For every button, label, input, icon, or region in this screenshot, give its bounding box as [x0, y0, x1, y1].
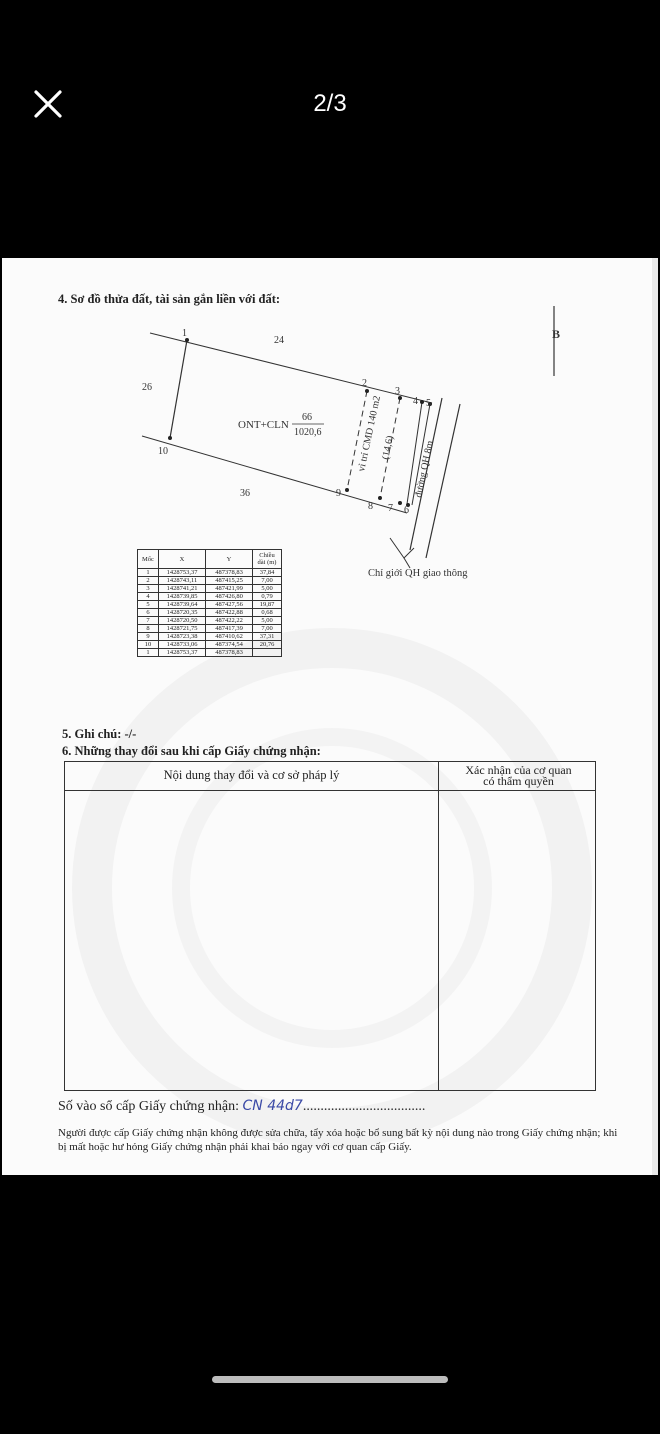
coord-cell: 1428739,85: [159, 593, 206, 601]
coordinate-table: [137, 549, 282, 657]
coord-header-length: Chiều dài (m): [253, 550, 282, 569]
neighbor-label-bottom: 36: [240, 488, 250, 499]
warning-text: Người được cấp Giấy chứng nhận không được sửa chữa, tẩy xóa hoặc bổ sung bất kỳ nội dung nào trong Giấy chứng nhận; khi bị mất hoặc hư hỏng Giấy chứng nhận phải khai báo ngay với cơ quan cấp Giấy.: [58, 1127, 618, 1153]
point-label-1: 1: [182, 328, 187, 339]
coord-row: [138, 617, 282, 625]
point-label-4: 4: [413, 396, 418, 407]
coord-cell: 487427,56: [206, 601, 253, 609]
registry-number: CN 44d7: [242, 1098, 303, 1114]
coord-header-y: Y: [206, 550, 253, 569]
coord-length-cell: 19,87: [253, 601, 282, 609]
coord-length-cell: 0,68: [253, 609, 282, 617]
coord-cell: 1428733,06: [159, 641, 206, 649]
coord-length-cell: 5,00: [253, 617, 282, 625]
section-5-note: 5. Ghi chú: -/-: [62, 727, 137, 741]
coord-row: [138, 641, 282, 649]
coord-cell: 1428720,50: [159, 617, 206, 625]
parcel-number: 66: [302, 412, 312, 423]
point-label-7: 7: [388, 503, 393, 514]
authority-header-line1: Xác nhận của cơ quan: [465, 763, 572, 777]
coord-cell: 487378,83: [206, 649, 253, 657]
coord-row: [138, 593, 282, 601]
coord-cell: 7: [138, 617, 159, 625]
strip-label: vỉ trí CMD 140 m2: [356, 394, 383, 473]
viewer-top-bar: [0, 0, 660, 210]
point-label-6: 6: [404, 505, 409, 516]
coord-cell: 1428739,64: [159, 601, 206, 609]
point-label-9: 9: [336, 488, 341, 499]
authority-header-line2: có thẩm quyền: [483, 774, 554, 788]
road-label: đường QH 8m: [413, 439, 436, 499]
document-page: [2, 258, 652, 1175]
road-boundary-label: Chỉ giới QH giao thông: [368, 568, 468, 579]
coord-cell: 4: [138, 593, 159, 601]
coord-cell: 487417,39: [206, 625, 253, 633]
coord-header-x: X: [159, 550, 206, 569]
coord-cell: 1428753,37: [159, 569, 206, 577]
coord-length-cell: 7,00: [253, 577, 282, 585]
coord-cell: 487415,25: [206, 577, 253, 585]
point-label-8: 8: [368, 501, 373, 512]
coord-cell: 2: [138, 577, 159, 585]
section-4-title: 4. Sơ đồ thửa đất, tài sản gắn liền với đất:: [58, 292, 281, 306]
changes-header-authority: [440, 765, 597, 787]
coord-cell: 3: [138, 585, 159, 593]
coord-row: [138, 601, 282, 609]
coord-cell: 8: [138, 625, 159, 633]
coord-cell: 1428743,11: [159, 577, 206, 585]
coord-row: [138, 625, 282, 633]
page-counter: 2/3: [313, 90, 347, 117]
coord-cell: 1428723,38: [159, 633, 206, 641]
coord-cell: 1: [138, 569, 159, 577]
coord-row: [138, 633, 282, 641]
coord-length-cell: [253, 649, 282, 657]
land-use-code: ONT+CLN: [238, 419, 289, 431]
coord-length-cell: 20,76: [253, 641, 282, 649]
coord-row: [138, 609, 282, 617]
parcel-area: 1020,6: [294, 427, 322, 438]
neighbor-label-left: 26: [142, 382, 152, 393]
coord-length-cell: 37,84: [253, 569, 282, 577]
registry-label: Số vào sổ cấp Giấy chứng nhận:: [58, 1099, 239, 1114]
changes-table: [64, 761, 596, 1091]
point-label-10: 10: [158, 446, 168, 457]
registry-line: [58, 1098, 425, 1115]
coord-row: [138, 649, 282, 657]
coord-length-cell: 37,31: [253, 633, 282, 641]
coord-cell: 487378,83: [206, 569, 253, 577]
coord-cell: 487426,80: [206, 593, 253, 601]
coord-length-cell: 7,00: [253, 625, 282, 633]
coord-cell: 487421,99: [206, 585, 253, 593]
registry-dots: ...................................: [302, 1099, 426, 1114]
north-arrow-label: B: [552, 327, 561, 341]
changes-header-content: Nội dung thay đổi và cơ sở pháp lý: [163, 768, 340, 782]
coord-row: [138, 569, 282, 577]
coord-row: [138, 585, 282, 593]
coord-cell: 1: [138, 649, 159, 657]
point-label-5: 5: [426, 398, 431, 409]
coord-cell: 9: [138, 633, 159, 641]
coord-row: [138, 577, 282, 585]
coord-cell: 5: [138, 601, 159, 609]
coord-cell: 1428753,37: [159, 649, 206, 657]
coord-cell: 1428721,75: [159, 625, 206, 633]
coord-cell: 487422,22: [206, 617, 253, 625]
neighbor-label-top: 24: [274, 335, 284, 346]
section-6-title: 6. Những thay đổi sau khi cấp Giấy chứng nhận:: [62, 744, 321, 758]
coord-length-cell: 5,00: [253, 585, 282, 593]
point-label-3: 3: [395, 386, 400, 397]
coord-cell: 1428720,35: [159, 609, 206, 617]
coord-header-moc: Mốc: [138, 550, 159, 569]
coord-cell: 487374,54: [206, 641, 253, 649]
strip-area-label: (14,6): [380, 434, 396, 461]
parcel-sketch: [2, 258, 652, 588]
home-indicator[interactable]: [212, 1376, 448, 1383]
coord-cell: 6: [138, 609, 159, 617]
document-edge: [652, 258, 658, 1175]
point-label-2: 2: [362, 378, 367, 389]
coord-cell: 10: [138, 641, 159, 649]
coord-cell: 487410,62: [206, 633, 253, 641]
coord-length-cell: 0,79: [253, 593, 282, 601]
coord-cell: 1428741,21: [159, 585, 206, 593]
coord-cell: 487422,88: [206, 609, 253, 617]
